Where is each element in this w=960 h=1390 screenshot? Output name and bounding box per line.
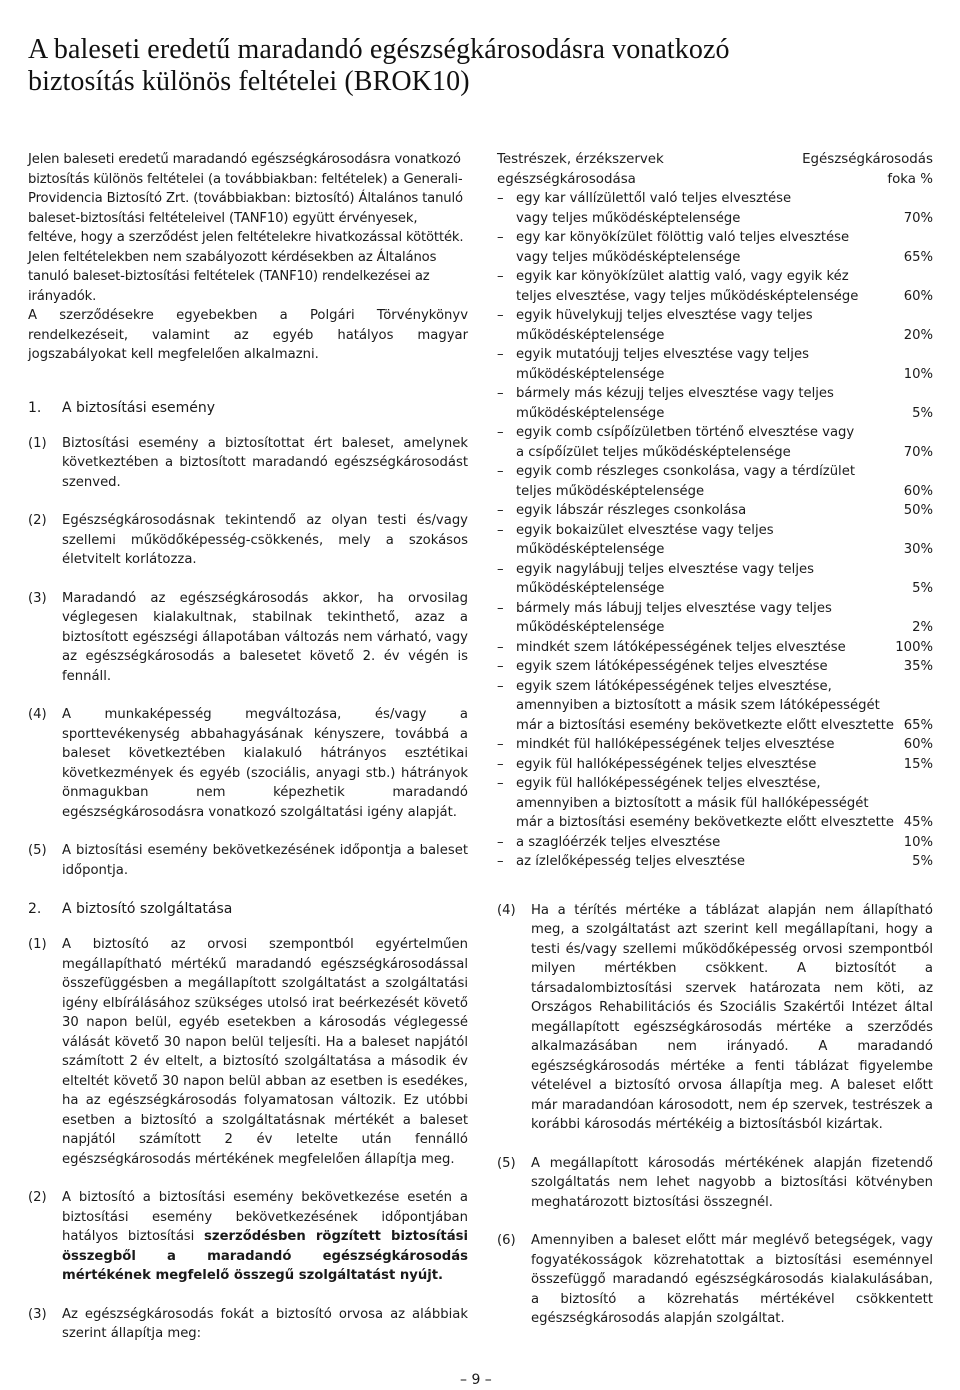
item-text-bold: szerződésben rögzített biztosítási összegből a maradandó egészségkárosodás mértékének megfelelő összegű szolgáltatást nyújt. [62, 1229, 468, 1283]
section-1-heading [28, 398, 468, 418]
table-row-text: működésképtelensége [516, 542, 665, 557]
table-row-text: amennyiben a biztosított a másik szem látóképességét [516, 698, 880, 713]
table-row-text: az ízlelőképesség teljes elvesztése [516, 854, 746, 869]
section-1-item [28, 434, 468, 493]
table-row-text: működésképtelensége [516, 366, 665, 382]
table-row [497, 735, 933, 755]
table-row-text: vagy teljes működésképtelensége [516, 249, 741, 265]
bullet-dash: – [497, 776, 504, 791]
table-row-text: már a biztosítási esemény bekövetkezte előtt elvesztette [516, 815, 895, 830]
bullet-dash: – [497, 756, 504, 772]
table-row [497, 423, 933, 462]
table-row-text: a szaglóérzék teljes elvesztése [516, 834, 721, 850]
bullet-dash: – [497, 561, 504, 577]
table-row-percent: 35% [903, 659, 933, 674]
bullet-dash: – [497, 834, 504, 850]
item-number: (1) [28, 435, 47, 451]
table-row-line [516, 716, 933, 736]
table-row-text: egyik hüvelykujj teljes elvesztése vagy teljes [516, 308, 813, 323]
table-row-line [516, 443, 933, 463]
item-number: (3) [28, 1306, 47, 1322]
section-2-item [28, 935, 468, 1169]
item-text: Egészségkárosodásnak tekintendő az olyan testi és/vagy szellemi működőképesség-csökkenés, mely a szokásos életvitelt korlátozza. [62, 513, 468, 567]
table-row-line [516, 774, 933, 794]
table-row-line [516, 384, 933, 404]
intro-paragraph-1: Jelen baleseti eredetű maradandó egészségkárosodásra vonatkozó biztosítás különös feltételei (a továbbiakban: feltételek) a Generali-Providencia Biztosító Zrt. (továbbiakban: biztosító) Általános tanuló baleset-biztosítási feltételeivel (TANF10) együtt érvényesek, feltéve, hogy a szerződést jelen feltételekre hivatkozással kötötték. [28, 152, 464, 245]
table-row-line [516, 696, 933, 716]
item-text: A megállapított károsodás mértékének alapján fizetendő szolgáltatás nem lehet nagyobb a biztosítási kötvényben meghatározott biztosítási összegnél. [531, 1155, 933, 1210]
table-row-line [516, 833, 933, 853]
table-row-percent: 60% [903, 483, 933, 499]
table-row-line [516, 248, 933, 268]
table-row-percent: 15% [903, 756, 933, 772]
title-line-2: biztosítás különös feltételei (BROK10) [28, 66, 470, 97]
table-row-percent: 5% [912, 405, 933, 421]
item-number: (1) [28, 937, 47, 952]
table-row-text: mindkét szem látóképességének teljes elvesztése [516, 639, 846, 655]
table-row-line [516, 267, 933, 287]
table-row-line [516, 404, 933, 424]
item-number: (4) [497, 902, 516, 918]
table-row-line [516, 482, 933, 502]
bullet-dash: – [497, 191, 504, 206]
right-item [497, 1231, 933, 1329]
table-row-line [516, 540, 933, 560]
table-header-left-1: Testrészek, érzékszervek [497, 152, 664, 167]
table-row-text: működésképtelensége [516, 405, 665, 421]
section-1-item [28, 705, 468, 822]
bullet-dash: – [497, 678, 504, 694]
bullet-dash: – [497, 854, 504, 869]
table-row-line [516, 735, 933, 755]
table-row-text: egyik szem látóképességének teljes elvesztése, [516, 678, 832, 694]
table-row-text: egyik nagylábujj teljes elvesztése vagy teljes [516, 561, 814, 577]
table-header-right-1: Egészségkárosodás [802, 152, 933, 167]
table-row-line [516, 599, 933, 619]
right-item [497, 901, 933, 1135]
table-row-text: teljes elvesztése, vagy teljes működésképtelensége [516, 288, 859, 304]
table-row-line [516, 521, 933, 541]
table-row-percent: 30% [903, 542, 933, 557]
table-row [497, 267, 933, 306]
item-text-plain: A biztosító a biztosítási esemény bekövetkezése esetén a biztosítási esemény bekövetkezésének időpontjában hatályos biztosítási [62, 1190, 468, 1244]
bullet-dash: – [497, 737, 504, 752]
bullet-dash: – [497, 600, 504, 616]
table-row-text: bármely más kézujj teljes elvesztése vagy teljes [516, 386, 834, 401]
table-row-line [516, 423, 933, 443]
table-row-text: egyik fül hallóképességének teljes elvesztése [516, 756, 817, 772]
table-row-line [516, 189, 933, 209]
item-text: A munkaképesség megváltozása, és/vagy a sporttevékenység abbahagyásának kényszere, továbbá a baleset következtében kialakuló hátrányos esztétikai következmények és egyéb (szociális, anyagi stb.) hátrányok önmagukban nem képezhetik maradandó egészségkárosodásra vonatkozó szolgáltatási igény alapját. [62, 707, 468, 820]
table-row-text: amennyiben a biztosított a másik fül hallóképességét [516, 795, 869, 811]
table-header-right [802, 150, 933, 189]
table-row-line [516, 579, 933, 599]
table-row-line [516, 852, 933, 872]
bullet-dash: – [497, 386, 504, 401]
table-row-percent: 5% [912, 581, 933, 596]
section-1-title: A biztosítási esemény [62, 399, 216, 416]
intro-paragraph-3: A szerződésekre egyebekben a Polgári Törvénykönyv rendelkezéseit, valamint az egyéb hatályos magyar jogszabályokat kell megfelelően alkalmazni. [28, 308, 468, 362]
table-row [497, 521, 933, 560]
table-row-text: egyik fül hallóképességének teljes elvesztése, [516, 776, 821, 791]
table-row-line [516, 326, 933, 346]
table-row-line [516, 677, 933, 697]
table-row [497, 852, 933, 872]
table-row [497, 228, 933, 267]
table-row-line [516, 618, 933, 638]
table-row-percent: 100% [895, 639, 933, 655]
table-row-percent: 65% [903, 249, 933, 265]
bullet-dash: – [497, 503, 504, 518]
table-row-percent: 70% [903, 210, 933, 226]
table-row-text: már a biztosítási esemény bekövetkezte előtt elvesztette [516, 717, 895, 733]
section-2-heading [28, 899, 468, 919]
table-row-percent: 10% [903, 366, 933, 382]
table-header-left-2: egészségkárosodása [497, 171, 636, 187]
table-row-percent: 20% [903, 327, 933, 343]
bullet-dash: – [497, 308, 504, 323]
section-1-item [28, 841, 468, 880]
bullet-dash: – [497, 522, 504, 538]
table-row-line [516, 501, 933, 521]
table-row [497, 599, 933, 638]
section-2-item [28, 1305, 468, 1344]
item-number: (2) [28, 513, 47, 528]
table-row-text: egyik mutatóujj teljes elvesztése vagy teljes [516, 347, 809, 362]
table-header-left [497, 150, 664, 189]
bullet-dash: – [497, 464, 504, 479]
table-row-text: teljes működésképtelensége [516, 483, 705, 499]
table-row-line [516, 306, 933, 326]
table-row-line [516, 794, 933, 814]
table-header [497, 150, 933, 189]
table-row-text: mindkét fül hallóképességének teljes elvesztése [516, 737, 835, 752]
table-row-text: egyik comb részleges csonkolása, vagy a térdízület [516, 464, 855, 479]
table-row [497, 560, 933, 599]
table-row-text: működésképtelensége [516, 327, 665, 343]
table-row-percent: 50% [903, 503, 933, 518]
table-row-text: egyik kar könyökízület alattig való, vagy egyik kéz [516, 269, 849, 284]
document-title [28, 34, 928, 98]
table-row-text: egyik lábszár részleges csonkolása [516, 503, 747, 518]
right-column [497, 150, 933, 1329]
table-row-text: egyik bokaizület elvesztése vagy teljes [516, 522, 774, 538]
table-row-text: egy kar vállízülettől való teljes elvesztése [516, 191, 792, 206]
section-1-number: 1. [28, 399, 42, 416]
left-column [28, 150, 468, 1344]
table-row [497, 755, 933, 775]
table-row-text: egy kar könyökízület fölöttig való teljes elvesztése [516, 230, 850, 245]
item-text: A biztosító az orvosi szempontból egyértelműen megállapítható mértékű maradandó egészségkárosodással összefüggésben a megállapított szolgáltatást a szolgáltatási igény elbírálásához szükséges utolsó irat beérkezését követő 30 napon belül, egyéb esetekben a károsodás véglegessé válását követő 30 napon belül teljesíti. Ha a baleset napjától számított 2 év eltelt, a biztosító szolgáltatása a második év elteltét követő 30 napon belül abban az esetben is esedékes, ha az egészségkárosodás folyamatosan változik. Ez utóbbi esetben a biztosító a szolgáltatásnak mértékét a baleset napjától számított 2 év letelte után fennálló egészségkárosodás mértékének megfelelően állapítja meg. [62, 937, 468, 1167]
table-row-percent: 70% [903, 444, 933, 460]
item-number: (4) [28, 707, 47, 722]
table-row-line [516, 813, 933, 833]
table-row-text: bármely más lábujj teljes elvesztése vagy teljes [516, 600, 832, 616]
table-row-line [516, 657, 933, 677]
table-row-line [516, 228, 933, 248]
table-row-percent: 10% [903, 834, 933, 850]
item-number: (6) [497, 1233, 516, 1248]
table-row-percent: 5% [912, 854, 933, 869]
section-1-item [28, 511, 468, 570]
section-2-number: 2. [28, 901, 42, 917]
table-row [497, 345, 933, 384]
table-row-percent: 60% [903, 737, 933, 752]
table-row-text: vagy teljes működésképtelensége [516, 210, 741, 226]
item-number: (5) [28, 843, 47, 858]
bullet-dash: – [497, 425, 504, 440]
item-number: (2) [28, 1190, 47, 1205]
table-row [497, 833, 933, 853]
item-number: (5) [497, 1155, 516, 1171]
item-text: Ha a térítés mértéke a táblázat alapján nem állapítható meg, a szolgáltatást azt szerint kell megállapítani, hogy a testi és/vagy szellemi működőképesség orvosi szempontból milyen mértékben csökkent. A biztosítót a társadalombiztosítási szervek határozata nem köti, az Országos Rehabilitációs és Szociális Szakértői Intézet által megállapított egészségkárosodás mértéke a szerződés alkalmazásában nem irányadó. A maradandó egészségkárosodás mértéke a fenti táblázat figyelembe vételével a biztosító orvosa állapítja meg. A baleset előtt már maradandóan károsodott, nem ép szervek, testrészek a korábbi károsodás mértékéig a biztosításból kizártak. [531, 902, 933, 1132]
item-text: Biztosítási esemény a biztosítottat ért baleset, amelynek következtében a biztosított maradandó egészségkárosodást szenved. [62, 435, 468, 490]
table-row-line [516, 755, 933, 775]
table-row [497, 189, 933, 228]
table-row-line [516, 287, 933, 307]
table-row-text: egyik szem látóképességének teljes elvesztése [516, 659, 828, 674]
table-row-percent: 45% [903, 815, 933, 830]
section-2-title: A biztosító szolgáltatása [62, 901, 233, 917]
item-number: (3) [28, 590, 47, 606]
item-text [62, 1188, 468, 1286]
table-row-line [516, 365, 933, 385]
title-line-1: A baleseti eredetű maradandó egészségkárosodásra vonatkozó [28, 34, 730, 65]
table-row-percent: 2% [912, 620, 933, 635]
table-row-line [516, 345, 933, 365]
item-text: Amennyiben a baleset előtt már meglévő betegségek, vagy fogyatékosságok közrehatottak a biztosítási eseménnyel összefüggő maradandó egészségkárosodás kialakulásában, a biztosító a közrehatás mértékével csökkentett egészségkárosodás alapján szolgáltat. [531, 1233, 933, 1326]
table-header-right-2: foka % [887, 171, 933, 187]
table-row [497, 462, 933, 501]
table-row-text: működésképtelensége [516, 581, 665, 596]
table-row [497, 384, 933, 423]
bullet-dash: – [497, 230, 504, 245]
item-text: Az egészségkárosodás fokát a biztosító orvosa az alábbiak szerint állapítja meg: [62, 1306, 468, 1341]
table-row-percent: 60% [903, 288, 933, 304]
table-row [497, 501, 933, 521]
item-text: A biztosítási esemény bekövetkezésének időpontja a baleset időpontja. [62, 843, 468, 878]
table-row [497, 774, 933, 833]
table-row-percent: 65% [903, 717, 933, 733]
bullet-dash: – [497, 269, 504, 284]
page-number: – 9 – [460, 1372, 492, 1388]
table-row [497, 638, 933, 658]
damage-table [497, 189, 933, 872]
table-row [497, 306, 933, 345]
table-row [497, 677, 933, 736]
table-row-line [516, 462, 933, 482]
table-row-text: működésképtelensége [516, 620, 665, 635]
table-row-line [516, 209, 933, 229]
table-row [497, 657, 933, 677]
intro-paragraph-2: Jelen feltételekben nem szabályozott kérdésekben az Általános tanuló baleset-biztosítási feltételek (TANF10) rendelkezései az irányadók. [28, 249, 437, 304]
right-item [497, 1154, 933, 1213]
item-text: Maradandó az egészségkárosodás akkor, ha orvosilag véglegesen kialakultnak, stabilnak tekinthető, azaz a biztosított egészségi állapotában változás nem várható, vagy az egészségkárosodás a balesetet követő 2. év végén is fennáll. [62, 590, 468, 684]
section-2-item [28, 1188, 468, 1286]
bullet-dash: – [497, 659, 504, 674]
bullet-dash: – [497, 347, 504, 362]
section-1-item [28, 589, 468, 687]
bullet-dash: – [497, 639, 504, 655]
table-row-text: egyik comb csípőízületben történő elvesztése vagy [516, 425, 855, 440]
table-row-line [516, 560, 933, 580]
table-row-text: a csípőízület teljes működésképtelensége [516, 444, 791, 460]
table-row-line [516, 638, 933, 658]
